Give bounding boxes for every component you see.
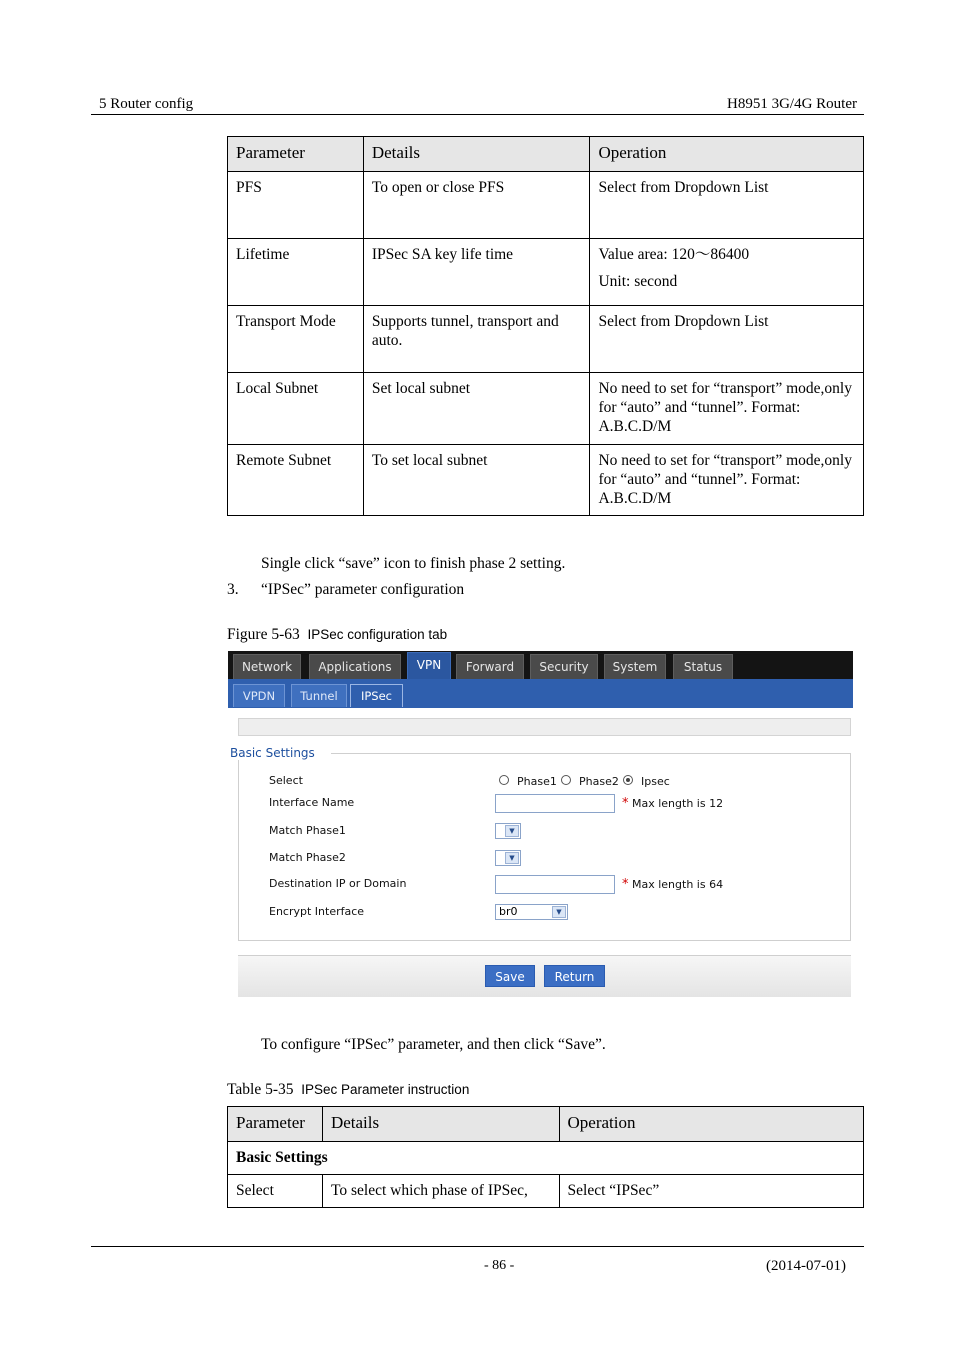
operation-cell bbox=[590, 306, 864, 373]
subtab-vpdn[interactable]: VPDN bbox=[233, 684, 285, 707]
radio-ipsec[interactable] bbox=[623, 775, 633, 785]
column-header: Parameter bbox=[228, 1107, 323, 1142]
table-row bbox=[228, 445, 864, 516]
tab-forward[interactable]: Forward bbox=[456, 654, 524, 679]
param-cell: Transport Mode bbox=[228, 306, 364, 373]
table-row bbox=[228, 239, 864, 306]
details-cell: Set local subnet bbox=[363, 373, 590, 445]
match-phase2-label: Match Phase2 bbox=[269, 851, 346, 864]
column-header: Parameter bbox=[228, 137, 364, 172]
tab-system[interactable]: System bbox=[604, 654, 666, 679]
step-number: 3. bbox=[227, 581, 239, 598]
details-cell: Supports tunnel, transport and auto. bbox=[363, 306, 590, 373]
details-cell: To set local subnet bbox=[363, 445, 590, 516]
destination-input[interactable] bbox=[495, 875, 615, 894]
top-navigation bbox=[228, 651, 853, 679]
ipsec-parameter-table bbox=[227, 1106, 864, 1208]
tab-security[interactable]: Security bbox=[530, 654, 598, 679]
operation-text: No need to set for “transport” mode,only for “auto” and “tunnel”. Format: A.B.C.D/M bbox=[598, 452, 852, 507]
table-row bbox=[228, 172, 864, 239]
details-cell: To open or close PFS bbox=[363, 172, 590, 239]
column-header: Details bbox=[363, 137, 590, 172]
destination-label: Destination IP or Domain bbox=[269, 877, 407, 890]
operation-text: Select from Dropdown List bbox=[598, 179, 769, 196]
encrypt-interface-select[interactable] bbox=[495, 904, 568, 920]
step-text: “IPSec” parameter configuration bbox=[261, 581, 465, 598]
match-phase2-select[interactable] bbox=[495, 850, 521, 866]
table-row bbox=[228, 1175, 864, 1208]
interface-name-input[interactable] bbox=[495, 794, 615, 813]
param-cell: Select bbox=[228, 1175, 323, 1208]
figure-label: Figure 5-63 bbox=[227, 626, 300, 643]
details-cell: To select which phase of IPSec, bbox=[322, 1175, 559, 1208]
footer-rule bbox=[91, 1246, 864, 1247]
page-number: - 86 - bbox=[484, 1258, 515, 1273]
sub-navigation bbox=[228, 679, 853, 708]
chevron-down-icon: ▼ bbox=[505, 852, 519, 864]
column-header: Operation bbox=[559, 1107, 863, 1142]
instruction-text: Single click “save” icon to finish phase 2 setting. bbox=[261, 555, 566, 572]
operation-cell bbox=[590, 445, 864, 516]
subtab-tunnel[interactable]: Tunnel bbox=[291, 684, 347, 707]
chevron-down-icon: ▼ bbox=[552, 906, 566, 918]
operation-text: Unit: second bbox=[598, 273, 678, 290]
radio-label-phase1: Phase1 bbox=[517, 775, 557, 788]
footer-date: (2014-07-01) bbox=[766, 1258, 846, 1274]
table-row bbox=[228, 373, 864, 445]
radio-label-ipsec: Ipsec bbox=[641, 775, 670, 788]
encrypt-interface-label: Encrypt Interface bbox=[269, 905, 365, 918]
subtab-ipsec[interactable]: IPSec bbox=[350, 684, 403, 707]
hint-text: Max length is 12 bbox=[632, 797, 724, 810]
encrypt-interface-value: br0 bbox=[499, 905, 518, 918]
select-label: Select bbox=[269, 774, 303, 787]
chevron-down-icon: ▼ bbox=[505, 825, 519, 837]
param-cell: Remote Subnet bbox=[228, 445, 364, 516]
save-button[interactable]: Save bbox=[485, 965, 535, 987]
operation-text: Value area: 120～86400 bbox=[598, 246, 750, 263]
radio-label-phase2: Phase2 bbox=[579, 775, 619, 788]
radio-phase2[interactable] bbox=[561, 775, 571, 785]
required-mark: * bbox=[622, 796, 629, 811]
tab-network[interactable]: Network bbox=[233, 654, 301, 679]
column-header: Operation bbox=[590, 137, 864, 172]
table-header-row bbox=[228, 137, 864, 172]
tab-vpn[interactable]: VPN bbox=[407, 652, 451, 680]
required-mark: * bbox=[622, 877, 629, 892]
operation-cell bbox=[590, 239, 864, 306]
match-phase1-select[interactable] bbox=[495, 823, 521, 839]
table-title: IPSec Parameter instruction bbox=[301, 1082, 470, 1097]
operation-cell bbox=[590, 172, 864, 239]
table-label: Table 5-35 bbox=[227, 1081, 294, 1098]
section-title: Basic Settings bbox=[230, 746, 331, 760]
parameter-table-continued bbox=[227, 136, 864, 516]
ipsec-config-screenshot bbox=[228, 651, 853, 997]
header-rule bbox=[91, 114, 864, 115]
details-cell: IPSec SA key life time bbox=[363, 239, 590, 306]
destination-hint bbox=[622, 877, 723, 892]
section-cell: Basic Settings bbox=[228, 1142, 864, 1175]
operation-cell: Select “IPSec” bbox=[559, 1175, 863, 1208]
radio-phase1[interactable] bbox=[499, 775, 509, 785]
param-cell: PFS bbox=[228, 172, 364, 239]
column-header: Details bbox=[322, 1107, 559, 1142]
operation-cell bbox=[590, 373, 864, 445]
header-product: H8951 3G/4G Router bbox=[727, 96, 857, 112]
return-button[interactable]: Return bbox=[544, 965, 605, 987]
hint-text: Max length is 64 bbox=[632, 878, 724, 891]
param-cell: Local Subnet bbox=[228, 373, 364, 445]
interface-name-hint bbox=[622, 796, 723, 811]
interface-name-label: Interface Name bbox=[269, 796, 355, 809]
tab-applications[interactable]: Applications bbox=[309, 654, 401, 679]
param-cell: Lifetime bbox=[228, 239, 364, 306]
table-header-row bbox=[228, 1107, 864, 1142]
header-chapter: 5 Router config bbox=[99, 96, 194, 112]
section-row bbox=[228, 1142, 864, 1175]
tab-status[interactable]: Status bbox=[673, 654, 733, 679]
table-caption bbox=[227, 1081, 469, 1099]
operation-text: Select from Dropdown List bbox=[598, 313, 769, 330]
figure-title: IPSec configuration tab bbox=[307, 627, 448, 642]
info-bar bbox=[238, 718, 851, 736]
match-phase1-label: Match Phase1 bbox=[269, 824, 346, 837]
instruction-text-2: To configure “IPSec” parameter, and then click “Save”. bbox=[261, 1036, 606, 1053]
operation-text: No need to set for “transport” mode,only for “auto” and “tunnel”. Format: A.B.C.D/M bbox=[598, 380, 852, 435]
table-row bbox=[228, 306, 864, 373]
figure-caption bbox=[227, 626, 447, 644]
